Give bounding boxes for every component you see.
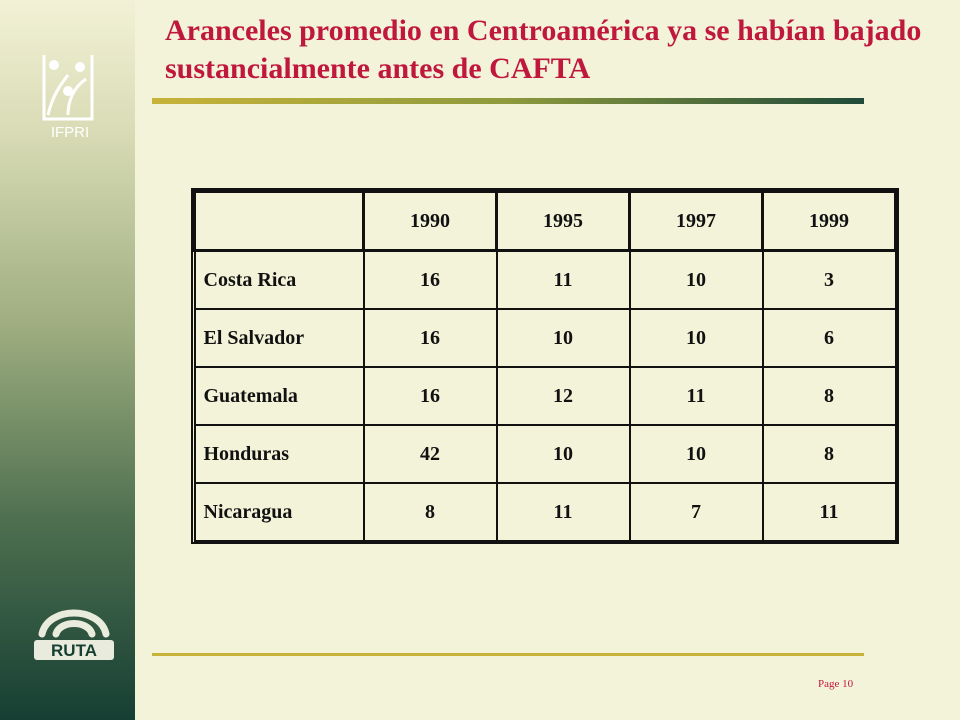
value-cell: 10: [497, 309, 630, 367]
table-row: [195, 309, 896, 367]
value-cell: 8: [763, 367, 896, 425]
footer-divider: [152, 653, 864, 656]
table-row: [195, 483, 896, 541]
value-cell: 10: [497, 425, 630, 483]
country-cell: Guatemala: [195, 367, 364, 425]
slide-title: Aranceles promedio en Centroamérica ya se habían bajado sustancialmente antes de CAFTA: [165, 14, 922, 85]
table-header-row: [195, 192, 896, 251]
value-cell: 16: [364, 251, 497, 310]
value-cell: 11: [630, 367, 763, 425]
ifpri-wordmark: IFPRI: [50, 124, 90, 141]
value-cell: 10: [630, 425, 763, 483]
value-cell: 16: [364, 309, 497, 367]
title-divider: [152, 98, 864, 104]
country-cell: Honduras: [195, 425, 364, 483]
header-cell-year: 1999: [763, 192, 896, 251]
header-cell-year: 1995: [497, 192, 630, 251]
header-cell-year: 1990: [364, 192, 497, 251]
value-cell: 42: [364, 425, 497, 483]
country-cell: Costa Rica: [195, 251, 364, 310]
header-cell-year: 1997: [630, 192, 763, 251]
page-number: Page 10: [818, 678, 854, 690]
ruta-wordmark: RUTA: [51, 641, 97, 660]
table-row: [195, 425, 896, 483]
value-cell: 11: [497, 251, 630, 310]
ruta-logo: [28, 590, 120, 665]
value-cell: 3: [763, 251, 896, 310]
value-cell: 10: [630, 309, 763, 367]
value-cell: 7: [630, 483, 763, 541]
country-cell: El Salvador: [195, 309, 364, 367]
sidebar: [0, 0, 135, 720]
table-row: [195, 367, 896, 425]
country-cell: Nicaragua: [195, 483, 364, 541]
value-cell: 11: [497, 483, 630, 541]
value-cell: 11: [763, 483, 896, 541]
value-cell: 10: [630, 251, 763, 310]
ifpri-logo: [38, 45, 98, 123]
table-row: [195, 251, 896, 310]
value-cell: 16: [364, 367, 497, 425]
value-cell: 8: [364, 483, 497, 541]
tariff-table: [193, 190, 897, 542]
header-cell-empty: [195, 192, 364, 251]
value-cell: 8: [763, 425, 896, 483]
value-cell: 12: [497, 367, 630, 425]
value-cell: 6: [763, 309, 896, 367]
